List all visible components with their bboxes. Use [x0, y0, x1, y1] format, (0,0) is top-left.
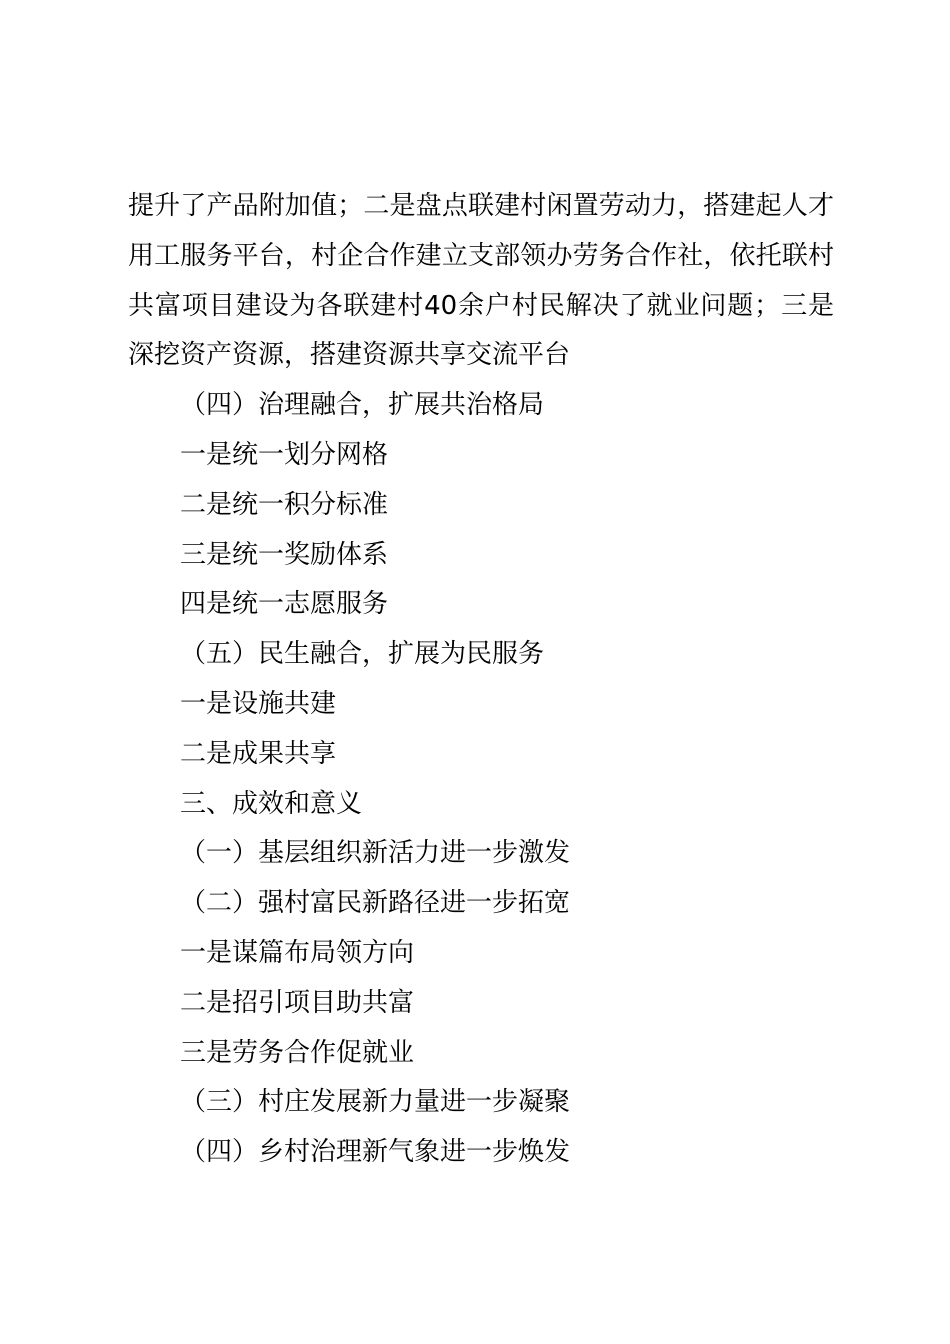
- document-body: [128, 182, 834, 1178]
- section-heading: （三）村庄发展新力量进一步凝聚: [180, 1087, 571, 1118]
- body-paragraph: 提升了产品附加值；二是盘点联建村闲置劳动力，搭建起人才用工服务平台，村企合作建立支部领办劳务合作社，依托联村共富项目建设为各联建村40余户村民解决了就业问题；三是深挖资产资源，搭建资源共享交流平台: [128, 191, 834, 371]
- list-item: 三是劳务合作促就业: [180, 1037, 415, 1068]
- section-heading-livelihood: （五）民生融合，扩展为民服务: [180, 639, 545, 670]
- list-item: 二是统一积分标准: [180, 489, 389, 520]
- list-item: 一是统一划分网格: [180, 439, 389, 470]
- chapter-heading-results: 三、成效和意义: [180, 788, 363, 819]
- section-heading-governance: （四）治理融合，扩展共治格局: [180, 390, 545, 421]
- list-item: 二是成果共享: [180, 738, 337, 769]
- list-item: 一是设施共建: [180, 688, 337, 719]
- section-heading: （二）强村富民新路径进一步拓宽: [180, 888, 571, 919]
- list-item: 二是招引项目助共富: [180, 987, 415, 1018]
- section-heading: （四）乡村治理新气象进一步焕发: [180, 1137, 571, 1168]
- list-item: 四是统一志愿服务: [180, 589, 389, 620]
- section-heading: （一）基层组织新活力进一步激发: [180, 838, 571, 869]
- list-item: 一是谋篇布局领方向: [180, 937, 415, 968]
- list-item: 三是统一奖励体系: [180, 539, 389, 570]
